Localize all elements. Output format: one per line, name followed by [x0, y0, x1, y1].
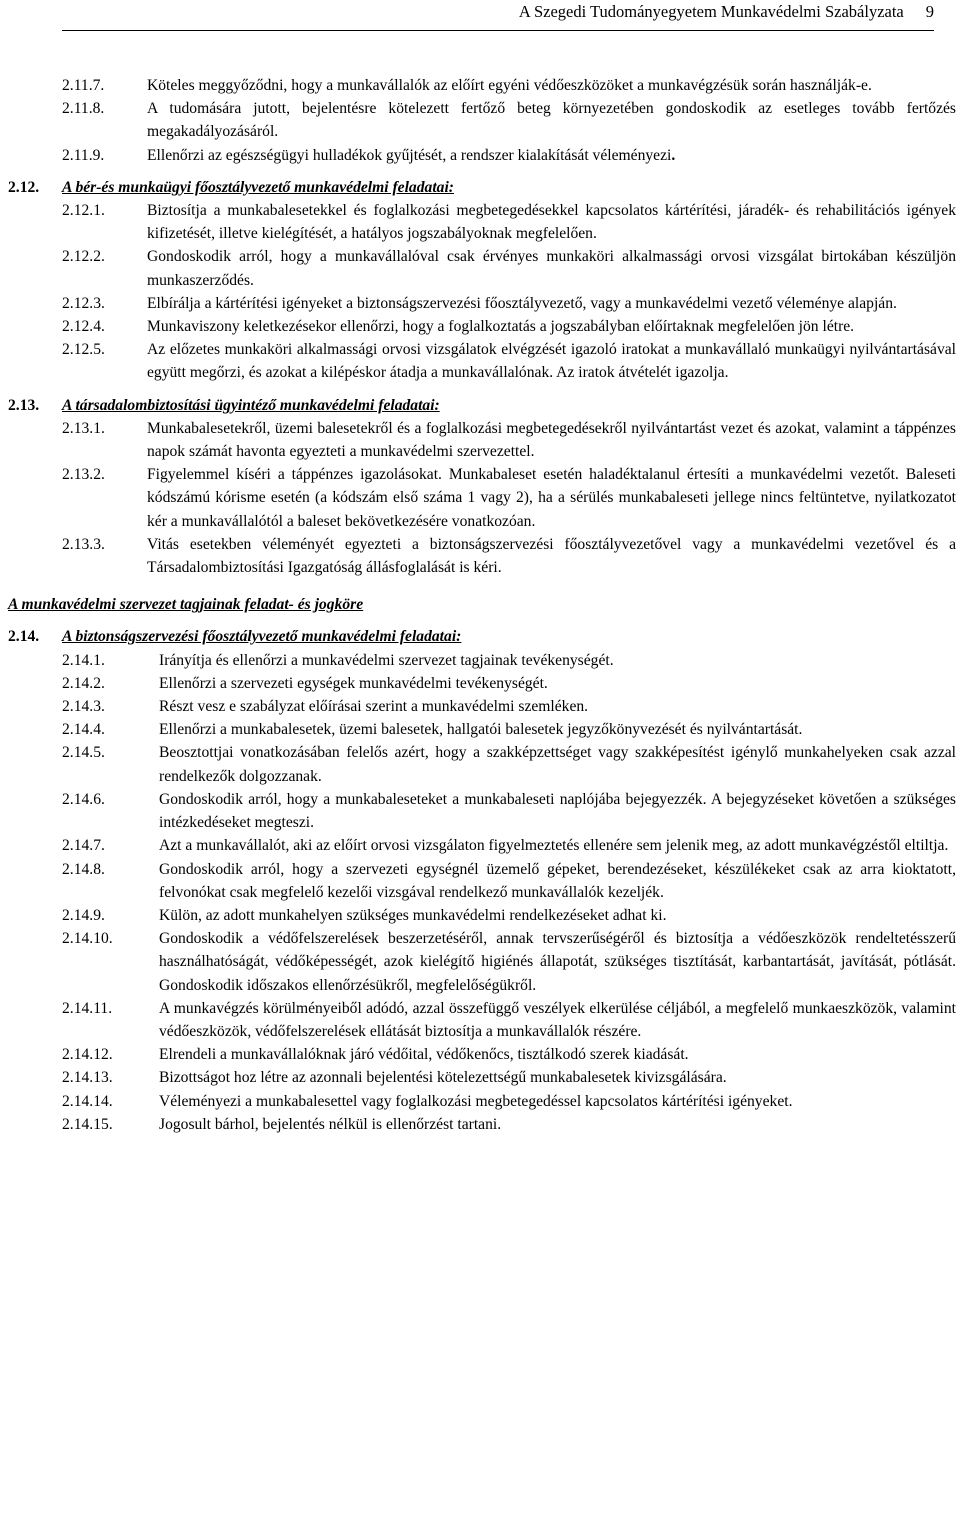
item-text [159, 834, 956, 857]
list-item [8, 649, 956, 672]
item-text-suffix: . [671, 146, 676, 164]
document-body [8, 74, 956, 1136]
item-text [147, 417, 956, 463]
header-title: A Szegedi Tudományegyetem Munkavédelmi Szabályzata [518, 2, 904, 21]
list-item [8, 672, 956, 695]
item-text [147, 315, 956, 338]
item-text-content: Figyelemmel kíséri a táppénzes igazolásokat. Munkabaleset esetén haladéktalanul értesíti a munkavédelmi vezetőt. Baleseti kódszámú kórisme esetén (a kódszám első száma 1 vagy 2), ha a sérülés munkabaleseti jellege nincs feltüntetve, nyilatkozatot kér a munkavállalótól a baleset bekövetkezésére vonatkozóan. [147, 466, 956, 530]
section-number: 2.13. [8, 396, 40, 414]
section-2-11-items [8, 74, 956, 167]
item-text [147, 338, 956, 384]
item-number: 2.14.14. [62, 1092, 113, 1110]
item-text-content: Elbírálja a kártérítési igényeket a biztonságszervezési főosztályvezető, vagy a munkavédelmi vezető véleménye alapján. [147, 294, 897, 312]
item-number: 2.12.1. [62, 202, 105, 220]
list-item [8, 292, 956, 315]
item-number: 2.11.7. [62, 77, 105, 94]
list-item [8, 927, 956, 997]
list-item [8, 245, 956, 291]
item-number: 2.14.9. [62, 906, 105, 924]
list-item [8, 695, 956, 718]
item-text-content: Köteles meggyőződni, hogy a munkavállalók az előírt egyéni védőeszközöket a munkavégzésük során használják-e. [147, 77, 872, 94]
item-number: 2.14.4. [62, 721, 105, 739]
section-number: 2.14. [8, 628, 40, 646]
section-title: A bér-és munkaügyi főosztályvezető munkavédelmi feladatai: [62, 178, 454, 196]
section-heading-2-14 [8, 625, 956, 648]
item-number: 2.14.3. [62, 698, 105, 716]
section-2-13-items [8, 417, 956, 579]
item-number: 2.11.8. [62, 100, 105, 118]
list-item [8, 718, 956, 741]
item-text-content: Bizottságot hoz létre az azonnali bejelentési kötelezettségű munkabalesetek kivizsgálására. [159, 1069, 727, 1087]
list-item [8, 533, 956, 579]
item-text-content: Külön, az adott munkahelyen szükséges munkavédelmi rendelkezéseket adhat ki. [159, 906, 667, 924]
item-text-content: Részt vesz e szabályzat előírásai szerint a munkavédelmi szemléken. [159, 698, 589, 716]
item-text-content: Beosztottjai vonatkozásában felelős azért, hogy a szakképzettséget vagy szakképesítést igénylő munkahelyeken csak azzal rendelkezők dolgozzanak. [159, 744, 956, 785]
item-text-content: Gondoskodik arról, hogy a munkavállalóval csak érvényes munkaköri alkalmassági orvosi vizsgálat birtokában készüljön munkaszerződés. [147, 248, 956, 289]
item-number: 2.14.6. [62, 790, 105, 808]
list-item [8, 1113, 956, 1136]
item-text [147, 199, 956, 245]
item-text [159, 904, 956, 927]
item-text-content: Gondoskodik a védőfelszerelések beszerzetéséről, annak tervszerűségéről és biztosítja a védőeszközök rendeltetésszerű használhatóságát, védőképességét, azok kielégítő higiénés állapotát, szükséges tisztítását, karbantartását, javítását, pótlását. Gondoskodik időszakos ellenőrzésükről, megfelelőségükről. [159, 930, 956, 994]
section-number: 2.12. [8, 178, 40, 196]
item-text [159, 649, 956, 672]
item-number: 2.14.8. [62, 860, 105, 878]
item-text-content: Munkaviszony keletkezésekor ellenőrzi, hogy a foglalkoztatás a jogszabályban előírtaknak megfelelően jön létre. [147, 318, 855, 336]
item-text [159, 788, 956, 834]
item-number: 2.12.4. [62, 318, 105, 336]
chapter-title: A munkavédelmi szervezet tagjainak feladat- és jogköre [8, 596, 364, 614]
section-heading-2-13 [8, 394, 956, 417]
list-item [8, 1090, 956, 1113]
section-heading-2-12 [8, 176, 956, 199]
item-text [159, 695, 956, 718]
item-number: 2.14.15. [62, 1115, 113, 1133]
item-text [159, 1090, 956, 1113]
section-2-14-items [8, 649, 956, 1136]
item-text [147, 144, 956, 167]
item-text-content: Jogosult bárhol, bejelentés nélkül is ellenőrzést tartani. [159, 1115, 502, 1133]
item-text-content: Az előzetes munkaköri alkalmassági orvosi vizsgálatok elvégzését igazoló iratokat a munkavállaló munkaügyi nyilvántartásával együtt megőrzi, és azokat a kilépéskor átadja a munkavállalónak. Az iratok átvételét igazolja. [147, 341, 956, 382]
item-text [159, 858, 956, 904]
item-text [159, 927, 956, 997]
item-text-content: Munkabalesetekről, üzemi balesetekről és a foglalkozási megbetegedésekről nyilvántartást vezet és azokat, valamint a táppénzes napok számát havonta egyezteti a munkavédelmi szervezettel. [147, 419, 956, 461]
item-number: 2.11.9. [62, 146, 105, 164]
item-number: 2.12.5. [62, 341, 105, 359]
item-number: 2.14.7. [62, 837, 105, 855]
item-text [159, 672, 956, 695]
list-item [8, 144, 956, 167]
item-text [159, 741, 956, 787]
item-text [147, 245, 956, 291]
item-text-content: Gondoskodik arról, hogy a szervezeti egységnél üzemelő gépeket, berendezéseket, készülékeket csak az arra kioktatott, felvonókat csak megfelelő kezelői vizsgával rendelkező munkavállalók kezeljék. [159, 860, 956, 901]
item-number: 2.13.2. [62, 466, 105, 484]
item-text [147, 292, 956, 315]
item-text-content: Ellenőrzi a szervezeti egységek munkavédelmi tevékenységét. [159, 674, 548, 692]
list-item [8, 741, 956, 787]
item-number: 2.12.3. [62, 294, 105, 312]
list-item [8, 417, 956, 463]
item-number: 2.14.1. [62, 651, 105, 669]
item-text [159, 1043, 956, 1066]
list-item [8, 199, 956, 245]
item-number: 2.14.10. [62, 930, 113, 948]
item-number: 2.14.13. [62, 1069, 113, 1087]
list-item [8, 904, 956, 927]
item-text [159, 1066, 956, 1089]
list-item [8, 997, 956, 1043]
item-text [147, 463, 956, 533]
section-2-12-items [8, 199, 956, 385]
item-text [147, 97, 956, 143]
list-item [8, 788, 956, 834]
item-number: 2.14.5. [62, 744, 105, 762]
item-text-content: Irányítja és ellenőrzi a munkavédelmi szervezet tagjainak tevékenységét. [159, 651, 614, 669]
item-text [147, 533, 956, 579]
item-text [159, 1113, 956, 1136]
item-text-content: Vitás esetekben véleményét egyezteti a biztonságszervezési főosztályvezetővel vagy a munkavédelmi vezetővel és a Társadalombiztosítási Igazgatóság állásfoglalását is kéri. [147, 535, 956, 577]
list-item [8, 1066, 956, 1089]
section-title: A biztonságszervezési főosztályvezető munkavédelmi feladatai: [62, 628, 462, 646]
item-number: 2.14.12. [62, 1046, 113, 1064]
list-item [8, 74, 956, 97]
item-text-content: Gondoskodik arról, hogy a munkabaleseteket a munkabaleseti naplójába bejegyezzék. A bejegyzéseket követően a szükséges intézkedéseket megteszi. [159, 790, 956, 832]
item-text [159, 718, 956, 741]
list-item [8, 1043, 956, 1066]
item-text-content: Elrendeli a munkavállalóknak járó védőital, védőkenőcs, tisztálkodó szerek kiadását. [159, 1046, 689, 1064]
item-text-content: A munkavégzés körülményeiből adódó, azzal összefüggő veszélyek elkerülése céljából, a megfelelő munkaeszközök, valamint védőeszközök, védőfelszerelések ellátását biztosítja a munkavállalók részére. [159, 999, 956, 1040]
list-item [8, 97, 956, 143]
list-item [8, 834, 956, 857]
item-number: 2.13.1. [62, 419, 105, 437]
item-text [159, 997, 956, 1043]
list-item [8, 858, 956, 904]
item-text-content: Ellenőrzi a munkabalesetek, üzemi balesetek, hallgatói balesetek jegyzőkönyvezését és nyilvántartását. [159, 721, 803, 739]
item-number: 2.14.2. [62, 674, 105, 692]
item-text-content: Azt a munkavállalót, aki az előírt orvosi vizsgálaton figyelmeztetés ellenére sem jelenik meg, az adott munkavégzéstől eltiltja. [159, 837, 949, 855]
item-text-content: Ellenőrzi az egészségügyi hulladékok gyűjtését, a rendszer kialakítását véleményezi [147, 146, 672, 164]
list-item [8, 463, 956, 533]
section-title: A társadalombiztosítási ügyintéző munkavédelmi feladatai: [62, 396, 440, 414]
item-number: 2.13.3. [62, 535, 105, 553]
item-text-content: Véleményezi a munkabalesettel vagy foglalkozási megbetegedéssel kapcsolatos kártérítési igényeket. [159, 1092, 793, 1110]
list-item [8, 338, 956, 384]
list-item [8, 315, 956, 338]
item-text-content: A tudomására jutott, bejelentésre kötelezett fertőző beteg környezetében gondoskodik az esetleges tovább fertőzés megakadályozásáról. [147, 100, 956, 141]
header-rule [62, 30, 934, 31]
item-number: 2.14.11. [62, 999, 113, 1017]
item-number: 2.12.2. [62, 248, 105, 266]
page-number: 9 [925, 2, 934, 21]
item-text [147, 74, 956, 97]
item-text-content: Biztosítja a munkabalesetekkel és foglalkozási megbetegedésekkel kapcsolatos kártérítési, járadék- és rehabilitációs igények kifizetését, illetve kielégítését, a hatályos jogszabályoknak megfelelően. [147, 202, 956, 243]
running-header [519, 2, 934, 22]
